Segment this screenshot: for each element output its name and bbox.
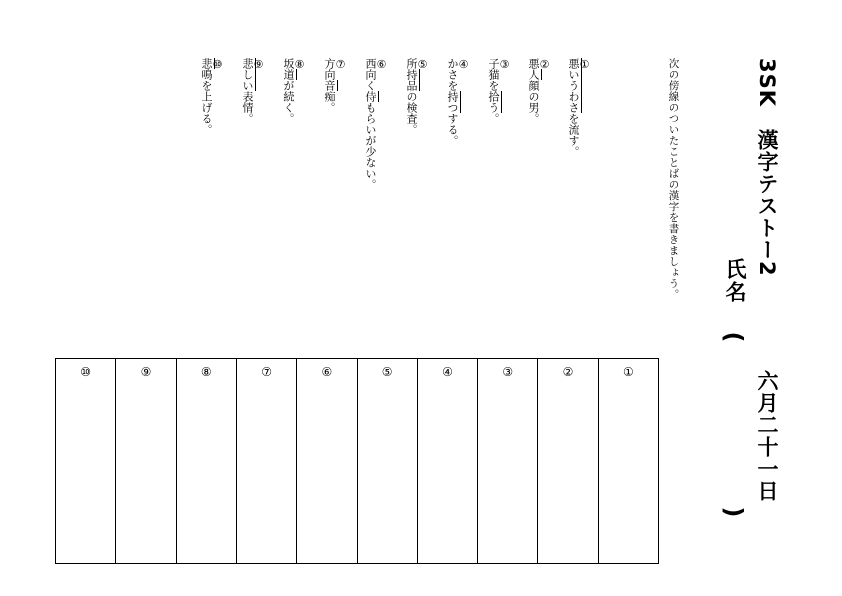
- question-6: ⑥ 西向く侍もらいが少ない。: [364, 58, 388, 190]
- answer-cell-4[interactable]: [417, 359, 477, 563]
- question-3: ③ 子猫を拾う。: [487, 58, 511, 124]
- answer-cell-1[interactable]: [598, 359, 658, 563]
- answer-cell-number: ⑥: [321, 365, 333, 379]
- question-number: ⑧: [293, 58, 306, 71]
- question-number: ③: [498, 58, 511, 71]
- answer-cell-3[interactable]: [477, 359, 537, 563]
- answer-grid: [55, 358, 659, 564]
- answer-cell-2[interactable]: [537, 359, 597, 563]
- answer-cell-number: ②: [562, 365, 574, 379]
- underlined-word: 音: [323, 80, 336, 91]
- answer-cell-number: ⑧: [200, 365, 212, 379]
- question-5: ⑤ 所持品の検査。: [405, 58, 429, 135]
- question-number: ④: [457, 58, 470, 71]
- question-2: ② 悪人顔の男。: [527, 58, 551, 124]
- name-close-paren: ): [719, 506, 748, 518]
- answer-cell-7[interactable]: [236, 359, 296, 563]
- test-title: 3SK 漢字テストー2: [755, 58, 779, 277]
- underlined-word: 悪いうわさ: [567, 58, 580, 113]
- question-number: ②: [538, 58, 551, 71]
- test-date: 六月二十一日: [755, 370, 779, 502]
- answer-cell-8[interactable]: [176, 359, 236, 563]
- underlined-word: 悲: [200, 58, 213, 69]
- question-number: ①: [578, 58, 591, 71]
- answer-cell-number: ⑤: [381, 365, 393, 379]
- answer-cell-number: ④: [442, 365, 453, 379]
- instruction-text: 次の傍線のついたことばの漢字を書きましょう。: [667, 58, 680, 300]
- underlined-word: 侍: [364, 91, 377, 102]
- name-open-paren: (: [719, 331, 748, 343]
- answer-cell-9[interactable]: [115, 359, 175, 563]
- question-number: ⑥: [375, 58, 388, 71]
- underlined-word: 人: [527, 69, 540, 80]
- question-7: ⑦ 方向音痴。: [323, 58, 347, 113]
- name-label: 氏名: [723, 258, 747, 304]
- answer-cell-number: ⑨: [140, 365, 152, 379]
- question-number: ⑨: [252, 58, 265, 71]
- answer-cell-number: ⑩: [80, 365, 92, 379]
- answer-cell-number: ⑦: [261, 365, 272, 379]
- answer-cell-6[interactable]: [296, 359, 356, 563]
- underlined-word: 悲しい: [241, 58, 254, 91]
- underlined-word: 道: [282, 69, 295, 80]
- underlined-word: 持つ: [446, 91, 459, 113]
- underlined-word: 拾う: [487, 91, 500, 113]
- answer-cell-5[interactable]: [357, 359, 417, 563]
- question-number: ⑦: [334, 58, 347, 71]
- question-9: ⑨ 悲しい表情。: [241, 58, 265, 124]
- question-4: ④ かさを持つする。: [446, 58, 470, 146]
- question-number: ⑤: [416, 58, 429, 71]
- answer-cell-number: ①: [622, 365, 634, 379]
- question-number: ⑩: [211, 58, 224, 71]
- answer-cell-10[interactable]: [56, 359, 115, 563]
- answer-cell-number: ③: [502, 365, 514, 379]
- question-10: ⑩ 悲鳴を上げる。: [200, 58, 224, 135]
- question-1: ① 悪いうわさを流す。: [567, 58, 591, 157]
- question-8: ⑧ 坂道が続く。: [282, 58, 306, 124]
- underlined-word: 持品: [405, 69, 418, 91]
